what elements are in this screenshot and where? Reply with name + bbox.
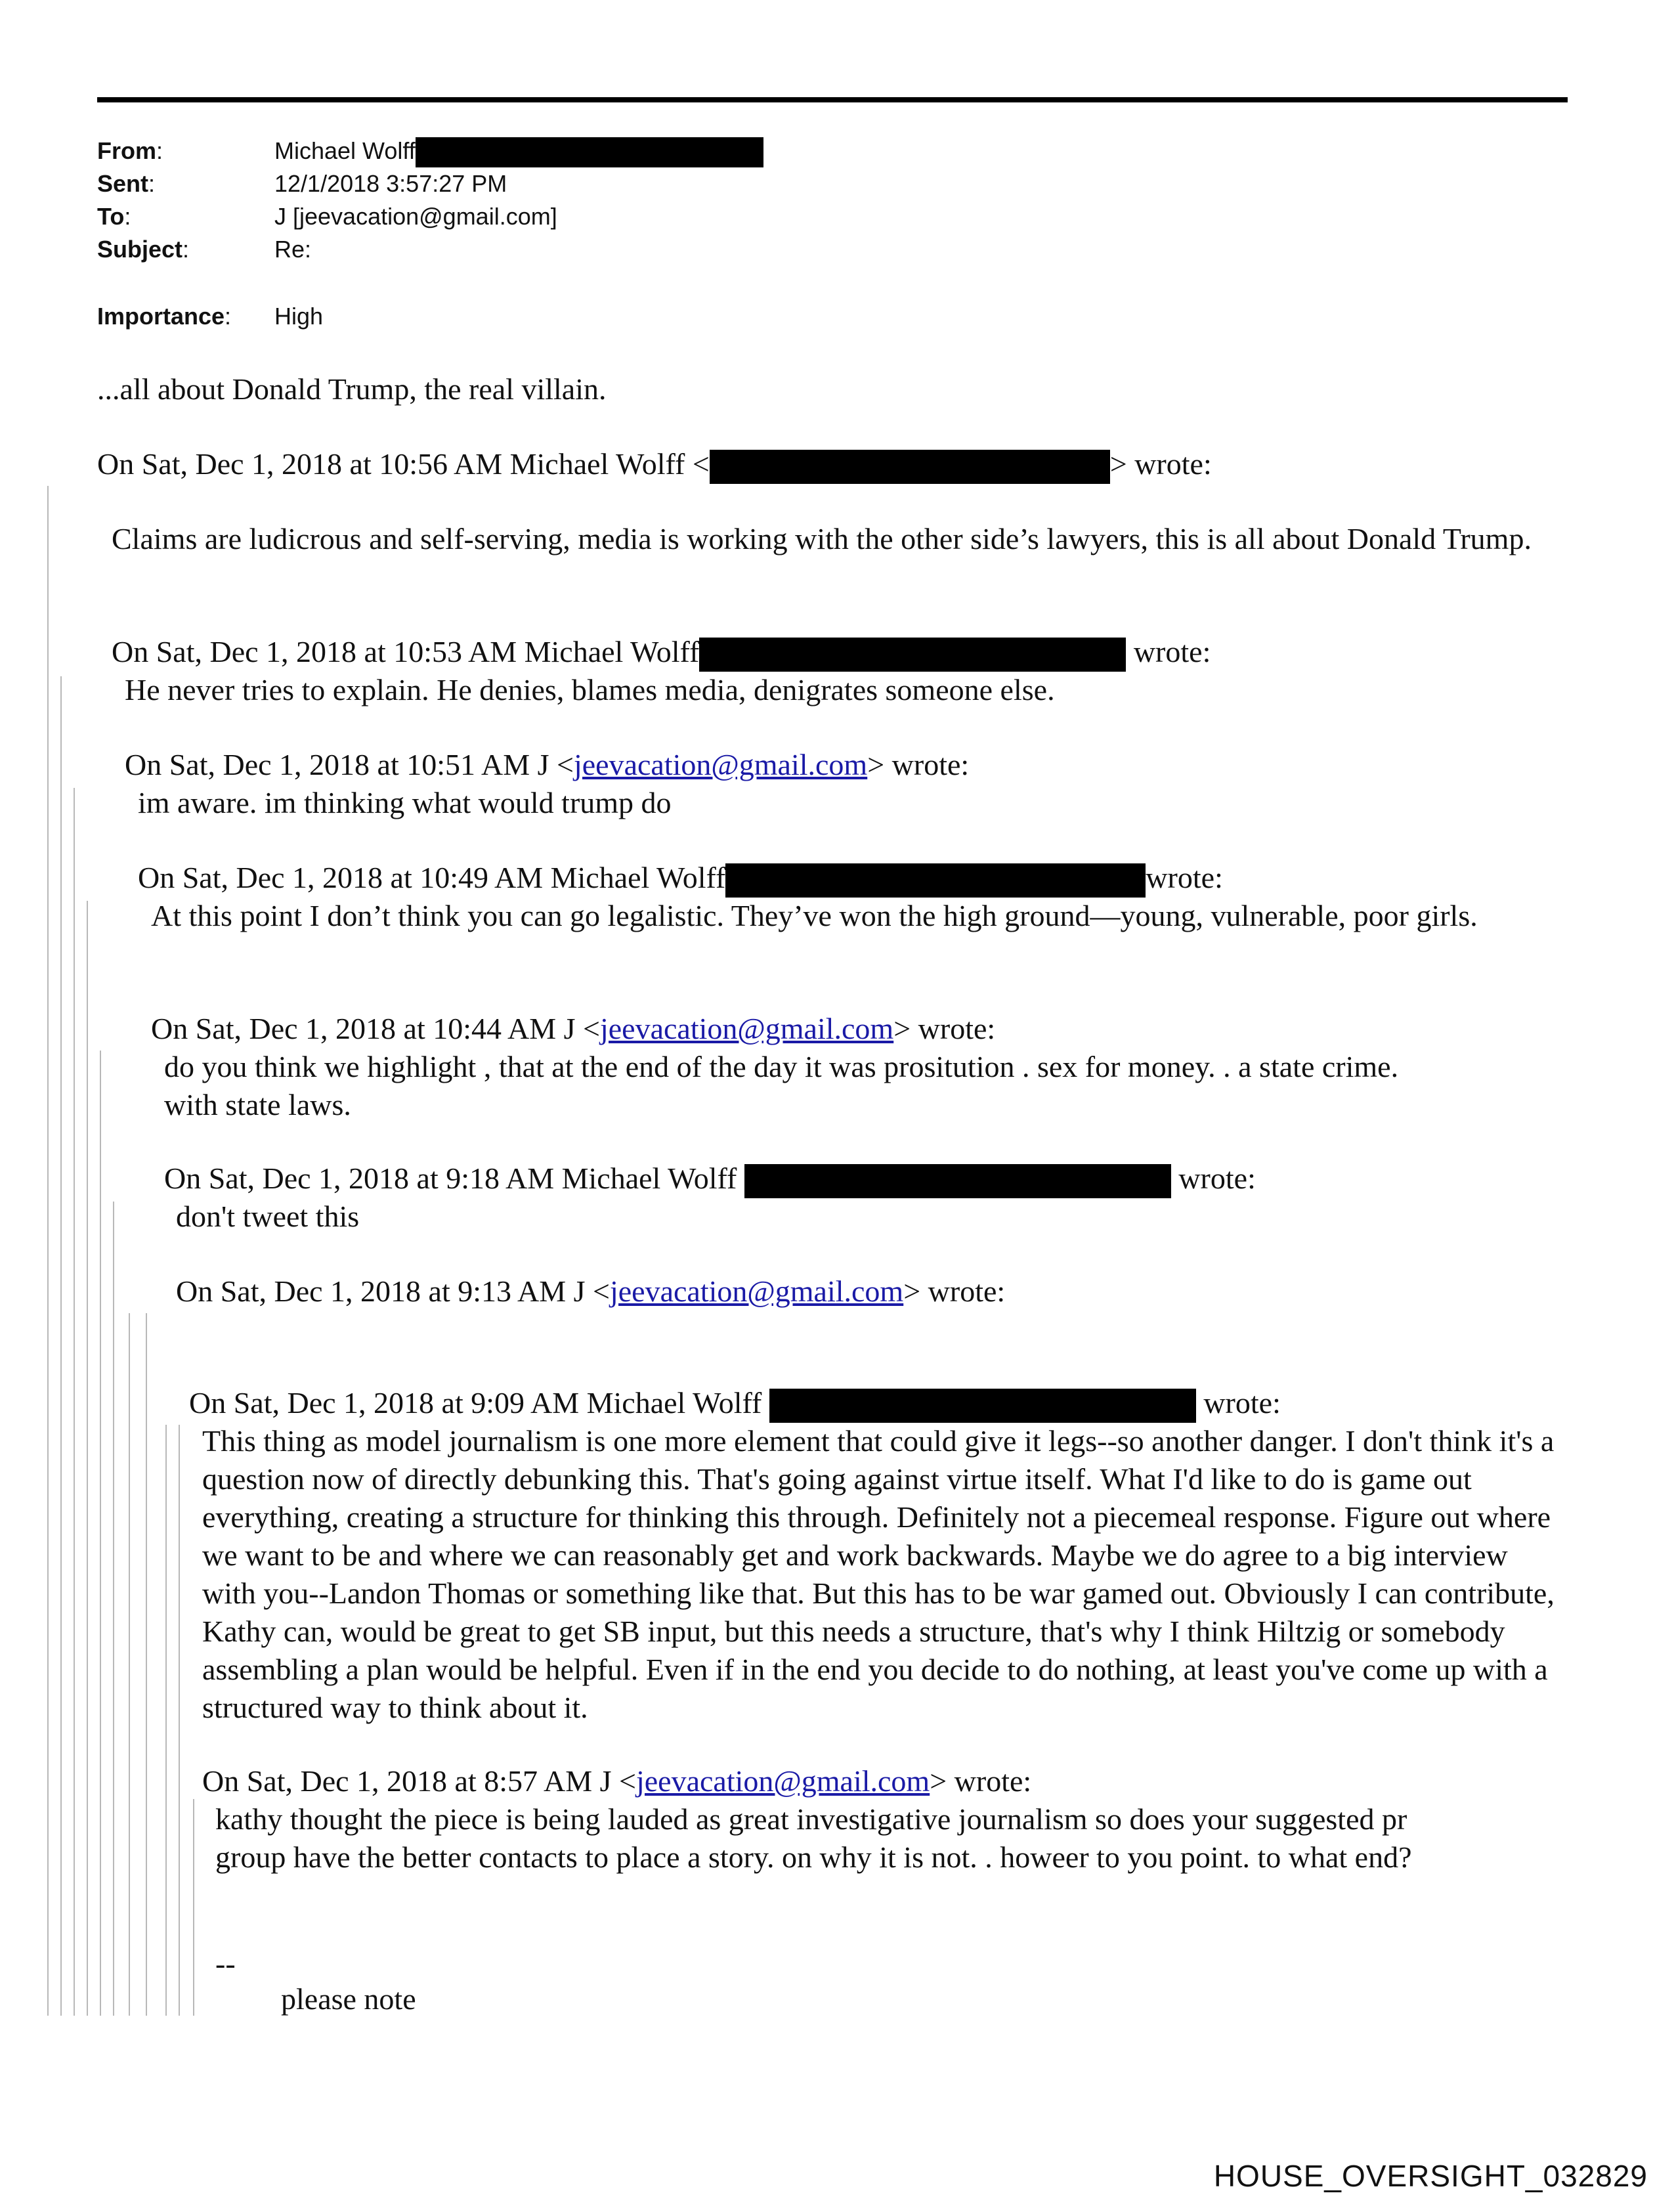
to-label: To: — [97, 203, 131, 230]
quote-bar — [47, 486, 49, 2016]
quote-body: kathy thought the piece is being lauded as great investigative journalism so does your suggested pr — [215, 1802, 1407, 1836]
quote-bar — [179, 1425, 180, 2016]
quote-bar — [100, 1051, 101, 2016]
quote-header: On Sat, Dec 1, 2018 at 10:56 AM Michael Wolff < > wrote: — [97, 445, 1212, 484]
quote-header: On Sat, Dec 1, 2018 at 10:51 AM J <jeevacation@gmail.com> wrote: — [125, 748, 970, 781]
quote-header: On Sat, Dec 1, 2018 at 10:49 AM Michael Wolff wrote: — [138, 859, 1223, 898]
email-link[interactable]: jeevacation@gmail.com — [635, 1764, 930, 1798]
quote-body: im aware. im thinking what would trump do — [138, 786, 672, 819]
quote-header: On Sat, Dec 1, 2018 at 10:53 AM Michael Wolff wrote: — [112, 633, 1211, 672]
redaction — [725, 863, 1146, 898]
header-rule — [97, 97, 1568, 102]
quote-body: He never tries to explain. He denies, blames media, denigrates someone else. — [125, 673, 1055, 706]
quote-bar — [146, 1313, 147, 2016]
quote-bar — [113, 1202, 114, 2016]
importance-label: Importance: — [97, 303, 232, 330]
email-link[interactable]: jeevacation@gmail.com — [573, 748, 868, 781]
from-value: Michael Wolff — [274, 137, 416, 164]
quote-bar — [60, 676, 62, 2016]
quote-bar — [129, 1313, 130, 2016]
quote-header: On Sat, Dec 1, 2018 at 9:13 AM J <jeevacation@gmail.com> wrote: — [176, 1274, 1006, 1308]
to-value: J [jeevacation@gmail.com] — [274, 203, 557, 230]
from-label: From: — [97, 137, 163, 164]
quote-body: with state laws. — [164, 1088, 351, 1121]
quote-body: don't tweet this — [176, 1200, 360, 1233]
quote-header: On Sat, Dec 1, 2018 at 8:57 AM J <jeevacation@gmail.com> wrote: — [202, 1764, 1032, 1798]
sent-value: 12/1/2018 3:57:27 PM — [274, 170, 507, 197]
quote-body: group have the better contacts to place a story. on why it is not. . howeer to you point. to what end? — [215, 1840, 1412, 1874]
quote-bar — [87, 901, 88, 2016]
signature-separator: -- — [215, 1947, 236, 1980]
quote-header: On Sat, Dec 1, 2018 at 9:18 AM Michael Wolff wrote: — [164, 1160, 1256, 1198]
quote-bar — [193, 1799, 194, 2016]
quote-body: At this point I don’t think you can go legalistic. They’ve won the high ground—young, vulnerable, poor girls. — [151, 899, 1478, 932]
email-link[interactable]: jeevacation@gmail.com — [599, 1012, 894, 1045]
sent-label: Sent: — [97, 170, 156, 197]
quote-body: do you think we highlight , that at the end of the day it was prositution . sex for money. . a state crime. — [164, 1050, 1399, 1083]
signature-note: please note — [281, 1982, 416, 2016]
importance-value: High — [274, 303, 324, 330]
quote-body: This thing as model journalism is one more element that could give it legs--so another danger. I don't think it's a question now of directly debunking this. That's going against virtue itself. What I'd like to do is game out everything, creating a structure for thinking this through. Definitely not a piecemeal response. Figure out where we want to be and where we can reasonably get and work backwards. Maybe we do agree to a big interview with you--Landon Thomas or something like that. But this has to be war gamed out. Obviously I can contribute, Kathy can, would be great to get SB input, but this needs a structure, that's why I think Hiltzig or somebody assembling a plan would be helpful. Even if in the end you decide to do nothing, at least you've come up with a structured way to think about it. — [202, 1424, 1555, 1724]
quote-body: Claims are ludicrous and self-serving, media is working with the other side’s lawyers, this is all about Donald Trump. — [112, 522, 1532, 555]
quote-bar — [74, 788, 75, 2016]
quote-bar — [165, 1425, 167, 2016]
redaction — [699, 638, 1126, 672]
bates-number: HOUSE_OVERSIGHT_032829 — [1213, 2159, 1648, 2193]
redaction — [416, 137, 763, 167]
redaction — [769, 1389, 1196, 1423]
subject-value: Re: — [274, 236, 312, 263]
quote-header: On Sat, Dec 1, 2018 at 9:09 AM Michael Wolff wrote: — [189, 1384, 1281, 1423]
email-link[interactable]: jeevacation@gmail.com — [609, 1274, 904, 1308]
redaction — [710, 450, 1110, 484]
redaction — [744, 1164, 1171, 1198]
message-body: ...all about Donald Trump, the real villain. — [97, 372, 607, 406]
subject-label: Subject: — [97, 236, 190, 263]
quote-header: On Sat, Dec 1, 2018 at 10:44 AM J <jeevacation@gmail.com> wrote: — [151, 1012, 996, 1045]
